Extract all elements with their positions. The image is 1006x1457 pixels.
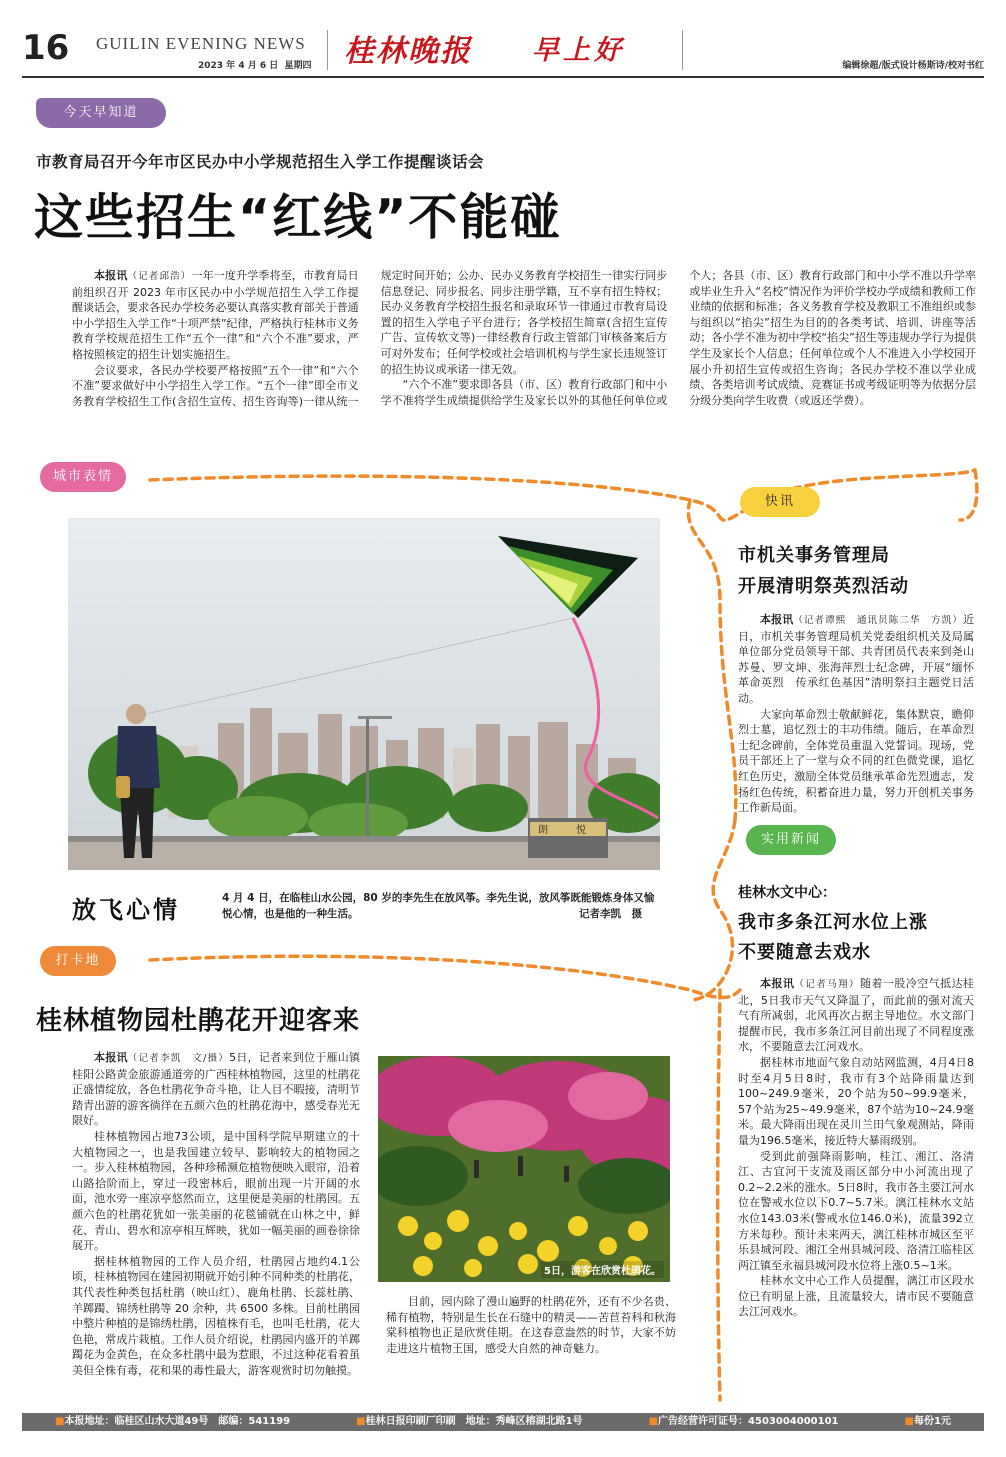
practical-byline: 本报讯	[760, 977, 795, 990]
practical-kicker: 桂林水文中心：	[738, 885, 836, 901]
garden-col-left	[72, 1050, 360, 1412]
editor-credits: 编辑徐超/版式设计杨斯诗/校对书红	[842, 61, 984, 71]
footer-printer: 桂林日报印刷厂印刷 地址：秀峰区榕湖北路1号	[365, 1416, 583, 1427]
top-p2: 会议要求，各民办学校要严格按照“五个一律”和“六个不准”要求做好中小学招生入学工作。“五个一律”即全市义务教育学校招生工作(含招生宣传、招生咨询等)一律从统一规定时间开始；公办、民办义务教育学校招生一律实行同步信息登记、同步报名、同步注册学籍，互不享有招生特权；民办义务教育学校招生报名和录取环节一律通过市教育局设置的招生入学电子平台进行；各学校招生简章(含招生宣传广告、宣传软文等)一律经教育行政主管部门审核备案后方可对外发布；任何学校或社会培训机构与学生家长违规签订的招生协议或承诺一律无效。	[72, 269, 668, 408]
bus-stop-sign-1: 朗	[538, 825, 548, 836]
bus-stop-sign-2: 悦	[576, 825, 586, 836]
practical-p3: 受到此前强降雨影响，桂江、湘江、洛清江、古宜河干支流及雨区部分中小河流出现了0.2~2.2米的涨水。5日8时，我市各主要江河水位在警戒水位以下0.7~5.7米。漓江桂林水文站水位143.03米(警戒水位146.0米)，流量392立方米每秒。预计未来两天，漓江桂林市城区至平乐县城河段、湘江全州县城河段、洛清江临桂区两江镇至永福县城河段水位将上涨0.5~1米。	[738, 1149, 974, 1272]
footer-address: 本报地址：临桂区山水大道49号 邮编：541199	[64, 1416, 291, 1427]
azalea-photo	[378, 1056, 670, 1282]
garden-p2: 桂林植物园占地73公顷，是中国科学院早期建立的十大植物园之一，也是我国建立较早、影响较大的植物园之一。步入桂林植物园，各种珍稀濒危植物便映入眼帘，沿着山路拾阶而上，穿过一段密林后，眼前出现一片开阔的水面，池水旁一座凉亭悠然而立，这里便是美丽的杜鹃园。五颜六色的杜鹃花犹如一张美丽的花毯铺就在山林之中，鲜花、青山、碧水和凉亭相互辉映，犹如一幅美丽的画卷徐徐展开。	[72, 1129, 360, 1253]
flash-byline: 本报讯	[760, 613, 794, 626]
practical-headline-1: 我市多条江河水位上涨	[738, 912, 928, 933]
issue-weekday: 星期四	[284, 61, 312, 71]
flash-article	[738, 612, 974, 816]
top-byline: 本报讯	[94, 269, 128, 282]
footer-bar: ■本报地址：临桂区山水大道49号 邮编：541199 ■桂林日报印刷厂印刷 地址：秀峰区榕湖北路1号 ■广告经营许可证号：4503004000101 ■每份1元	[22, 1413, 984, 1431]
practical-headline-2: 不要随意去戏水	[738, 942, 871, 963]
kite-photo	[68, 518, 660, 870]
tag-flash: 快讯	[740, 487, 820, 517]
masthead-logo: 桂林晚报	[344, 34, 472, 69]
masthead-name-en: GUILIN EVENING NEWS	[96, 34, 306, 53]
tag-city: 城市表情	[40, 462, 126, 492]
top-subtitle: 市教育局召开今年市区民办中小学规范招生入学工作提醒谈话会	[36, 153, 485, 171]
flash-reporter: （记者谭熙 通讯员陈二华 方凯）	[793, 615, 963, 626]
flash-headline-2: 开展清明祭英烈活动	[738, 576, 909, 597]
flash-headline-1: 市机关事务管理局	[738, 545, 890, 566]
garden-byline: 本报讯	[94, 1051, 128, 1064]
tag-practical: 实用新闻	[746, 825, 836, 855]
top-reporter: （记者邱浩）	[127, 271, 192, 282]
azalea-scene-illustration	[378, 1056, 670, 1282]
top-headline: 这些招生“红线”不能碰	[34, 189, 562, 246]
page-number: 16	[22, 28, 70, 68]
azalea-photo-caption: 5日，游客在欣赏杜鹃花。	[541, 1261, 664, 1278]
photo-credit: 记者李凯 摄	[579, 908, 642, 920]
kite-scene-illustration	[68, 518, 660, 870]
flash-p1: 近日，市机关事务管理局机关党委组织机关及局属单位部分党员领导干部、共青团员代表来到尧山苏曼、罗文坤、张海萍烈士纪念碑，开展“缅怀革命英烈 传承红色基因”清明祭扫主题党日活动。	[738, 613, 974, 705]
garden-reporter: （记者李凯 文/摄）	[127, 1053, 230, 1064]
top-p3: “六个不准”要求即各县（市、区）教育行政部门和中小学不准将学生成绩提供给学生及家长以外的其他任何单位或个人；各县（市、区）教育行政部门和中小学不准以升学率或毕业生升入“名校”情况作为评价学校办学成绩和教师工作业绩的依据和标准；各义务教育学校及教职工不准组织或参与组织以“掐尖”招生为目的的各类考试、培训、讲座等活动；各小学不准为初中学校“掐尖”招生等违规办学行为提供学生及家长个人信息；任何单位或个人不准进入小学校园开展小升初招生宣传或招生咨询；各民办学校不准以学业成绩、各类培训考试成绩、竞赛证书或考级证明等为依据分层分级分类向学生收费（或返还学费）。	[380, 269, 976, 407]
section-name: 早上好	[532, 35, 625, 66]
practical-article	[738, 976, 974, 1320]
garden-headline: 桂林植物园杜鹃花开迎客来	[36, 1006, 361, 1036]
photo-title: 放飞心情	[72, 896, 180, 924]
garden-p1: 5日，记者来到位于雁山镇桂阳公路黄金旅游通道旁的广西桂林植物园，这里的杜鹃花正盛情绽放，各色杜鹃花争奇斗艳，让人目不暇接，清明节踏青出游的游客徜徉在五颜六色的杜鹃花海中，感受春光无限好。	[72, 1051, 361, 1128]
garden-col-right	[386, 1294, 676, 1356]
flash-p2: 大家向革命烈士敬献鲜花，集体默哀，瞻仰烈士墓，追忆烈士的丰功伟绩。随后，在革命烈士纪念碑前，全体党员重温入党誓词。现场，党员干部还上了一堂与众不同的红色微党课，追忆红色历史，激励全体党员继承革命先烈遗志，发扬红色传统，积蓄奋进力量，努力开创机关事务工作新局面。	[738, 707, 974, 815]
footer-price: 每份1元	[913, 1416, 951, 1427]
garden-p4: 目前，园内除了漫山遍野的杜鹃花外，还有不少名贵、稀有植物，特别是生长在石缝中的精灵——苦苣苔科和秋海棠科植物也正是欣赏佳期。在这春意盎然的时节，大家不妨走进这片植物王国，感受大自然的神奇魅力。	[386, 1295, 676, 1355]
photo-caption: 4 月 4 日，在临桂山水公园，80 岁的李先生在放风筝。李先生说，放风筝既能锻炼身体又愉悦心情，也是他的一种生活。	[222, 892, 655, 920]
practical-p4: 桂林水文中心工作人员提醒，漓江市区段水位已有明显上涨，且流量较大，请市民不要随意去江河戏水。	[738, 1274, 974, 1319]
tag-checkin: 打卡地	[40, 946, 116, 976]
top-p1: 一年一度升学季将至，市教育局日前组织召开 2023 年市区民办中小学规范招生入学工作提醒谈话会，要求各民办学校务必要认真落实教育部关于普通中小学招生入学工作“十项严禁”纪律，严格执行桂林市义务教育学校规范招生工作“五个一律”和“六个不准”要求，严格按照核定的招生计划实施招生。	[72, 269, 359, 361]
footer-license: 广告经营许可证号：4503004000101	[658, 1416, 839, 1427]
tag-today: 今天早知道	[36, 98, 166, 128]
practical-reporter: （记者马翔）	[794, 979, 861, 990]
garden-p3: 据桂林植物园的工作人员介绍，杜鹃园占地约4.1公顷，桂林植物园在建园初期就开始引种不同种类的杜鹃花，其代表性种类包括杜鹃（映山红）、鹿角杜鹃、长蕊杜鹃、羊踯躅、锦绣杜鹃等 20 余种，共 6500 多株。目前杜鹃园中整片种植的是锦绣杜鹃，因植株有毛，也叫毛杜鹃，花大色艳，常成片栽植。工作人员介绍说，杜鹃园内盛开的羊踯躅花为金黄色，在众多杜鹃中最为惹眼，不过这种花看着虽美但全株有毒，花和果的毒性最大，游客观赏时切勿触摸。	[72, 1254, 360, 1377]
issue-date: 2023 年 4 月 6 日	[198, 61, 279, 71]
practical-p2: 据桂林市地面气象自动站网监测，4月4日8时至4月5日8时，我市有3个站降雨量达到100~249.9毫米，20个站为50~99.9毫米，57个站为25~49.9毫米，87个站为10~24.9毫米。最大降雨出现在灵川兰田气象观测站，降雨量为196.5毫米，接近特大暴雨级别。	[738, 1055, 974, 1147]
practical-p1: 随着一股冷空气抵达桂北，5日我市天气又降温了，而此前的强对流天气有所减弱，北风再次占据主导地位。水文部门提醒市民，我市多条江河目前出现了不同程度涨水，不要随意去江河戏水。	[738, 977, 975, 1054]
